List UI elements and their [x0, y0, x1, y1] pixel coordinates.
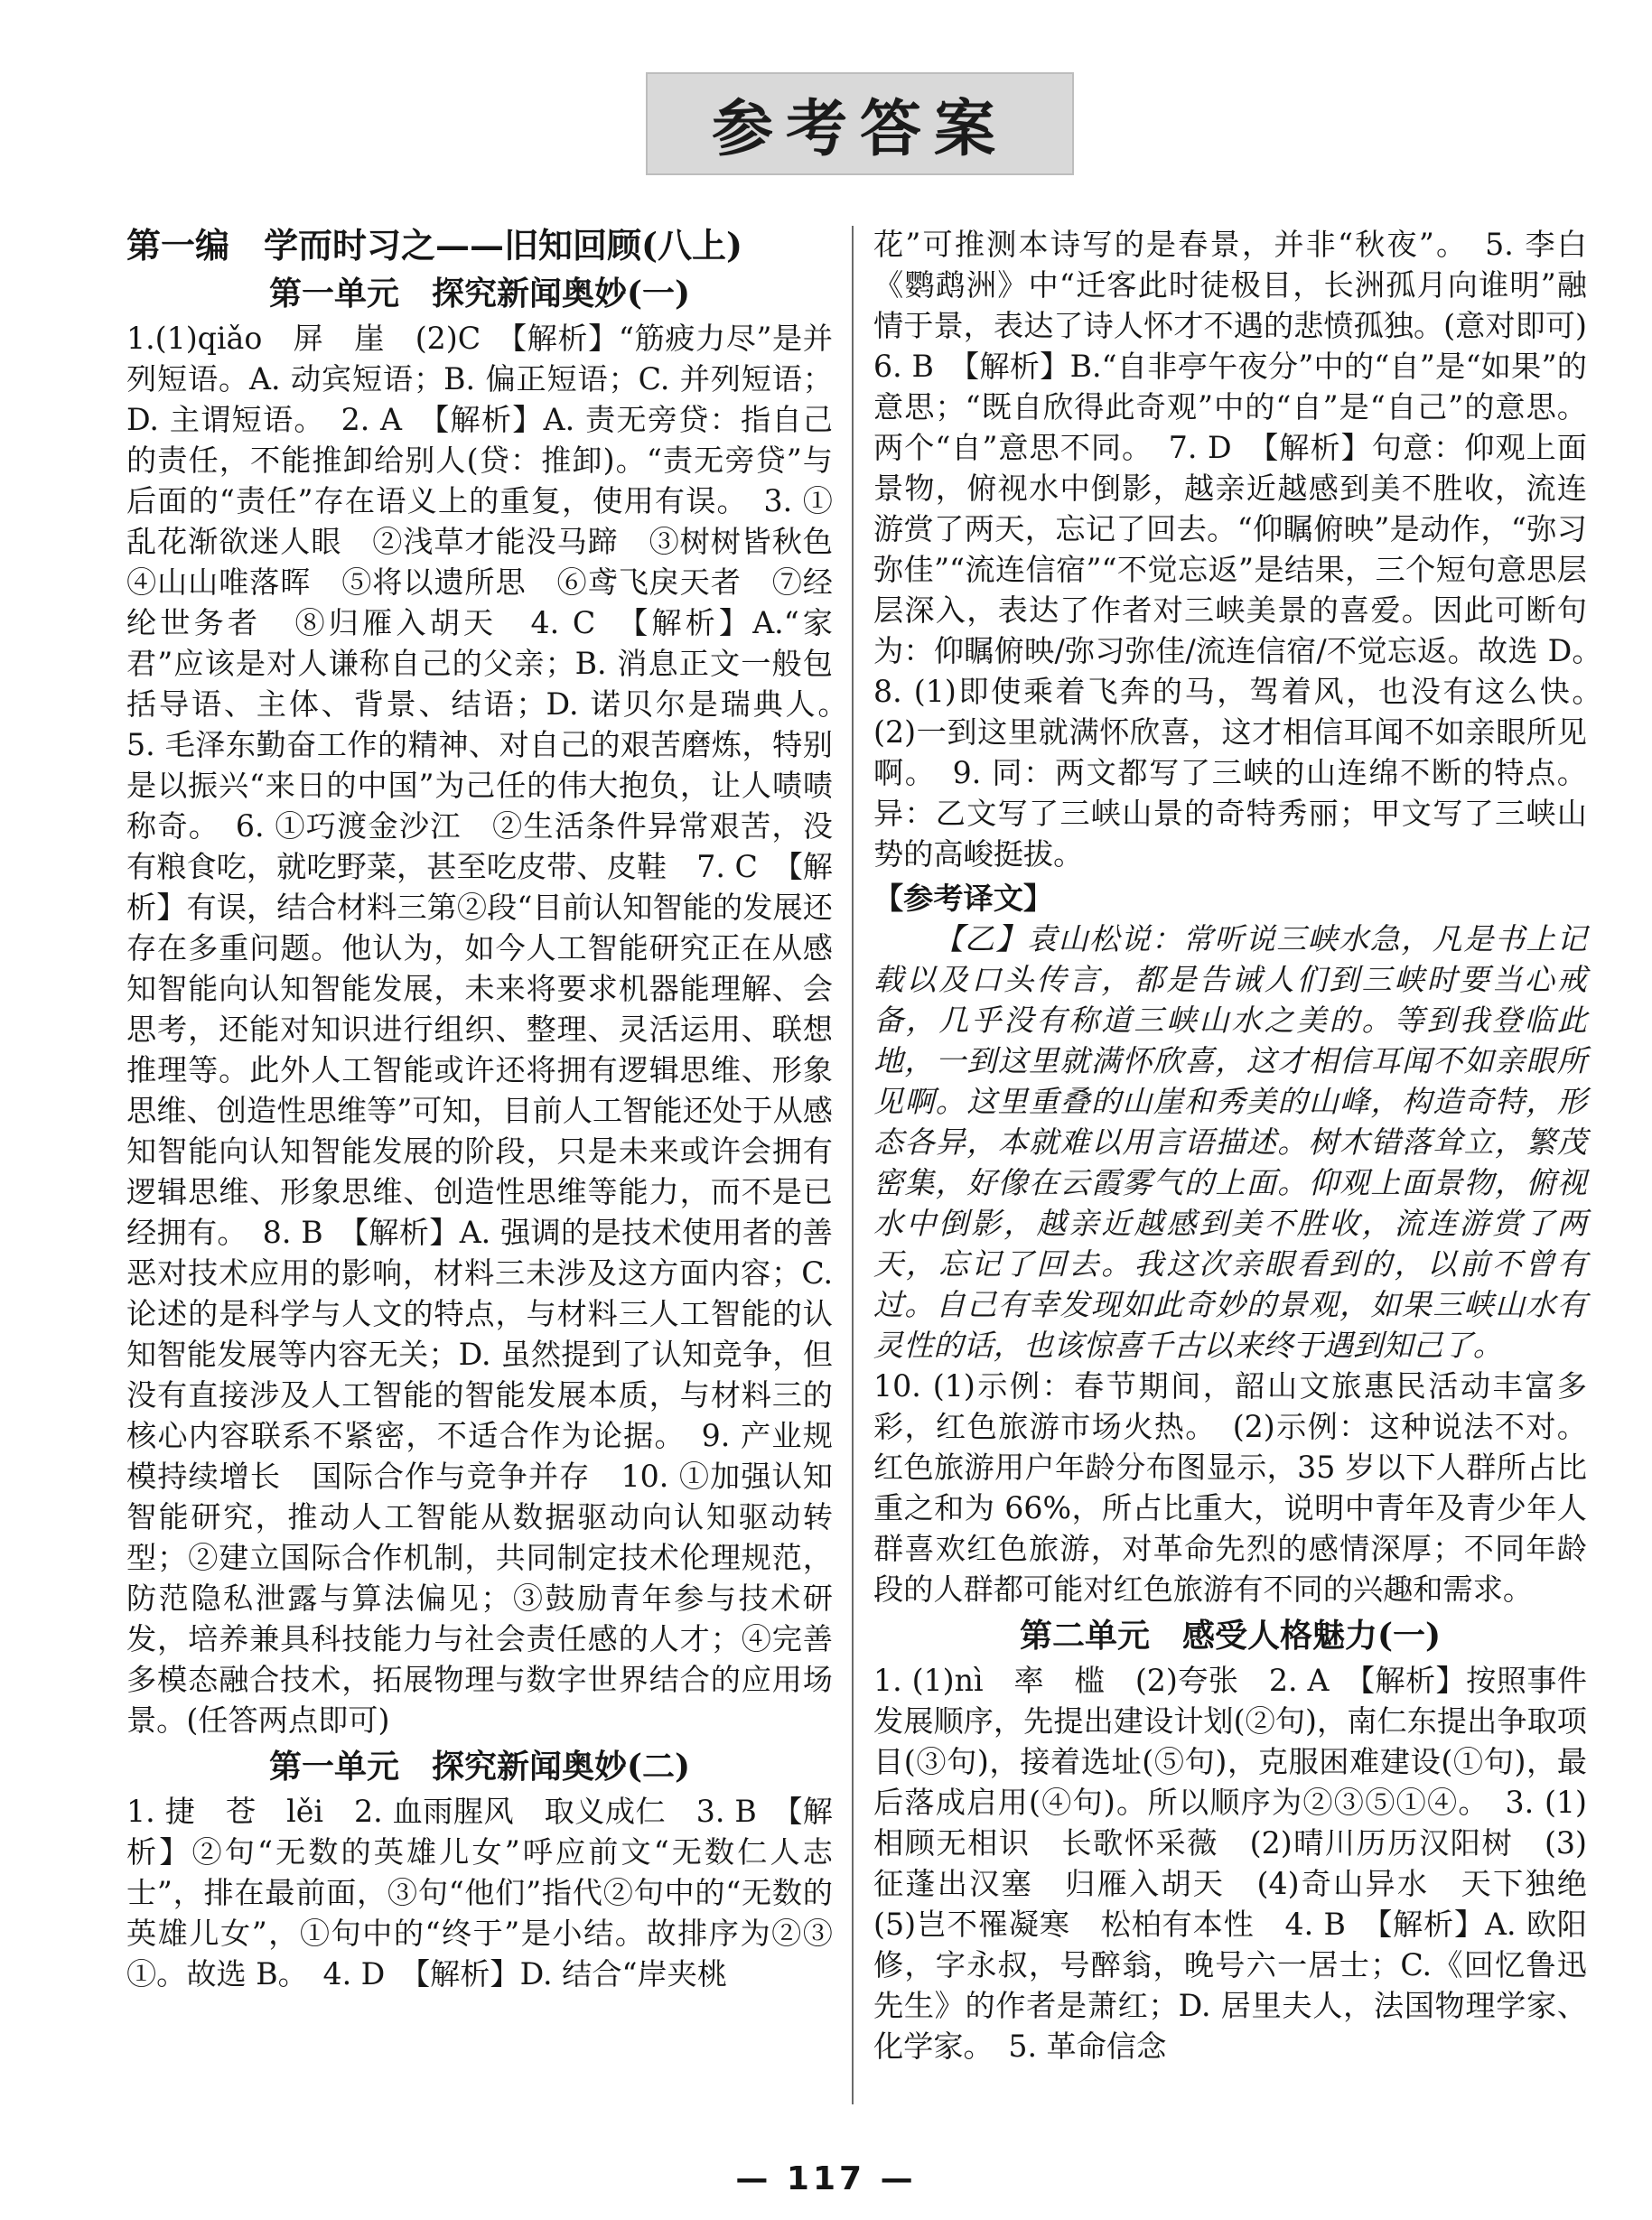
page-number: — 117 —	[735, 2160, 917, 2197]
answer-block-q10: 10. (1)示例：春节期间，韶山文旅惠民活动丰富多彩，红色旅游市场火热。 (2)示例：这种说法不对。红色旅游用户年龄分布图显示，35 岁以下人群所占比重之和为 66%，所占比重大，说明中青年及青少年人群喜欢红色旅游，对革命先烈的感情深厚；不同年龄段的人群都可能对红色旅游有不同的兴趣和需求。	[873, 1368, 1587, 1607]
page-title: 参考答案	[711, 92, 1008, 165]
unit-heading-3: 第二单元 感受人格魅力(一)	[1019, 1617, 1442, 1655]
page-title-box	[646, 72, 1074, 175]
unit-heading-1: 第一单元 探究新闻奥妙(一)	[268, 275, 691, 312]
left-column	[126, 224, 863, 1994]
column-divider	[852, 226, 854, 2104]
translation-text: 【乙】袁山松说：常听说三峡水急，凡是书上记载以及口头传言，都是告诫人们到三峡时要当心戒备，几乎没有称道三峡山水之美的。等到我登临此地，一到这里就满怀欣喜，这才相信耳闻不如亲眼所见啊。这里重叠的山崖和秀美的山峰，构造奇特，形态各异，本就难以用言语描述。树木错落耸立，繁茂密集，好像在云霞雾气的上面。仰观上面景物，俯视水中倒影，越亲近越感到美不胜收，流连游赏了两天，忘记了回去。我这次亲眼看到的，以前不曾有过。自己有幸发现如此奇妙的景观，如果三峡山水有灵性的话，也该惊喜千古以来终于遇到知己了。	[873, 921, 1587, 1363]
translation-heading: 【参考译文】	[873, 881, 1054, 916]
right-column	[873, 224, 1618, 2066]
answer-block-continued: 花”可推测本诗写的是春景，并非“秋夜”。 5. 李白《鹦鹉洲》中“迁客此时徒极目，长洲孤月向谁明”融情于景，表达了诗人怀才不遇的悲愤孤独。(意对即可) 6. B 【解析】B.“自非亭午夜分”中的“自”是“如果”的意思；“既自欣得此奇观”中的“自”是“自己”的意思。两个“自”意思不同。 7. D 【解析】句意：仰观上面景物，俯视水中倒影，越亲近越感到美不胜收，流连游赏了两天，忘记了回去。“仰瞩俯映”是动作，“弥习弥佳”“流连信宿”“不觉忘返”是结果，三个短句意思层层深入，表达了作者对三峡美景的喜爱。因此可断句为：仰瞩俯映/弥习弥佳/流连信宿/不觉忘返。故选 D。 8. (1)即使乘着飞奔的马，驾着风，也没有这么快。 (2)一到这里就满怀欣喜，这才相信耳闻不如亲眼所见啊。 9. 同：两文都写了三峡的山连绵不断的特点。异：乙文写了三峡山景的奇特秀丽；甲文写了三峡山势的高峻挺拔。	[873, 227, 1618, 872]
answer-block-unit1: 1.(1)qiǎo 屏 崖 (2)C 【解析】“筋疲力尽”是并列短语。A. 动宾短语；B. 偏正短语；C. 并列短语；D. 主谓短语。 2. A 【解析】A. 责无旁贷：指自己的责任，不能推卸给别人(贷：推卸)。“责无旁贷”与后面的“责任”存在语义上的重复，使用有误。 3. ①乱花渐欲迷人眼 ②浅草才能没马蹄 ③树树皆秋色 ④山山唯落晖 ⑤将以遗所思 ⑥鸢飞戾天者 ⑦经纶世务者 ⑧归雁入胡天 4. C 【解析】A.“家君”应该是对人谦称自己的父亲；B. 消息正文一般包括导语、主体、背景、结语；D. 诺贝尔是瑞典人。 5. 毛泽东勤奋工作的精神、对自己的艰苦磨炼，特别是以振兴“来日的中国”为己任的伟大抱负，让人啧啧称奇。 6. ①巧渡金沙江 ②生活条件异常艰苦，没有粮食吃，就吃野菜，甚至吃皮带、皮鞋 7. C 【解析】有误，结合材料三第②段“目前认知智能的发展还存在多重问题。他认为，如今人工智能研究正在从感知智能向认知智能发展，未来将要求机器能理解、会思考，还能对知识进行组织、整理、灵活运用、联想推理等。此外人工智能或许还将拥有逻辑思维、形象思维、创造性思维等”可知，目前人工智能还处于从感知智能向认知智能发展的阶段，只是未来或许会拥有逻辑思维、形象思维、创造性思维等能力，而不是已经拥有。 8. B 【解析】A. 强调的是技术使用者的善恶对技术应用的影响，材料三未涉及这方面内容；C. 论述的是科学与人文的特点，与材料三人工智能的认知智能发展等内容无关；D. 虽然提到了认知竞争，但没有直接涉及人工智能的智能发展本质，与材料三的核心内容联系不紧密，不适合作为论据。 9. 产业规模持续增长 国际合作与竞争并存 10. ①加强认知智能研究，推动人工智能从数据驱动向认知驱动转型；②建立国际合作机制，共同制定技术伦理规范，防范隐私泄露与算法偏见；③鼓励青年参与技术研发，培养兼具科技能力与社会责任感的人才；④完善多模态融合技术，拓展物理与数字世界结合的应用场景。(任答两点即可)	[126, 321, 863, 1738]
answer-block-unit2: 1. 捷 苍 lěi 2. 血雨腥风 取义成仁 3. B 【解析】②句“无数的英雄儿女”呼应前文“无数仁人志士”，排在最前面，③句“他们”指代②句中的“无数的英雄儿女”，①句中的“终于”是小结。故排序为②③①。故选 B。 4. D 【解析】D. 结合“岸夹桃	[126, 1794, 833, 1991]
answer-block-unit3: 1. (1)nì 率 槛 (2)夸张 2. A 【解析】按照事件发展顺序，先提出建设计划(②句)，南仁东提出争取项目(③句)，接着选址(⑤句)，克服困难建设(①句)，最后落成启用(④句)。所以顺序为②③⑤①④。 3. (1)相顾无相识 长歌怀采薇 (2)晴川历历汉阳树 (3)征蓬出汉塞 归雁入胡天 (4)奇山异水 天下独绝 (5)岂不罹凝寒 松柏有本性 4. B 【解析】A. 欧阳修，字永叔，号醉翁，晚号六一居士；C.《回忆鲁迅先生》的作者是萧红；D. 居里夫人，法国物理学家、化学家。 5. 革命信念	[873, 1663, 1618, 2064]
unit-heading-2: 第一单元 探究新闻奥妙(二)	[268, 1748, 691, 1786]
book-section-title: 第一编 学而时习之——旧知回顾(八上)	[126, 225, 742, 266]
